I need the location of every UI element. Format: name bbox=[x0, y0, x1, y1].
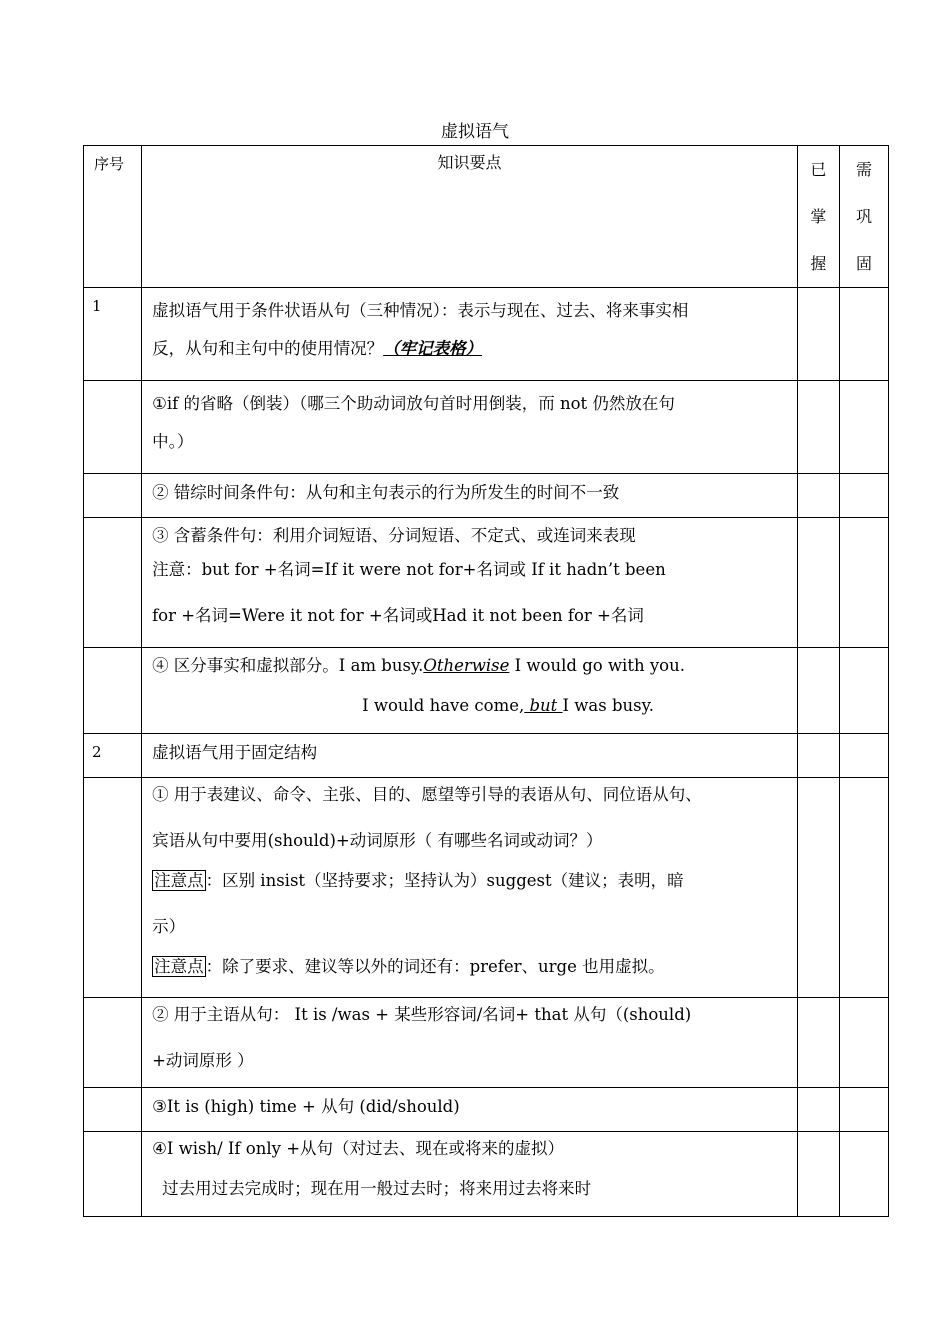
page-title: 虚拟语气 bbox=[441, 122, 509, 142]
table-row bbox=[84, 734, 889, 778]
review-cell[interactable] bbox=[839, 1132, 888, 1217]
mastered-cell[interactable] bbox=[797, 734, 839, 778]
row-content: ④ 区分事实和虚拟部分。I am busy.Otherwise I would go with you. I would have come, but I was busy. bbox=[142, 648, 798, 734]
row-number bbox=[84, 381, 142, 474]
note-label: 注意点 bbox=[154, 957, 204, 976]
row-content: ② 用于主语从句： It is /was + 某些形容词/名词+ that 从句（(should) +动词原形 ） bbox=[142, 998, 798, 1088]
row-number bbox=[84, 474, 142, 518]
table-row bbox=[84, 1088, 889, 1132]
emphasis-note: （牢记表格） bbox=[383, 339, 483, 358]
mastered-cell[interactable] bbox=[797, 648, 839, 734]
review-cell[interactable] bbox=[839, 1088, 888, 1132]
mastered-cell[interactable] bbox=[797, 288, 839, 381]
table-row bbox=[84, 381, 889, 474]
row-number bbox=[84, 998, 142, 1088]
row-content: ② 错综时间条件句：从句和主句表示的行为所发生的时间不一致 bbox=[142, 474, 798, 518]
review-cell[interactable] bbox=[839, 474, 888, 518]
mastered-cell[interactable] bbox=[797, 381, 839, 474]
mastered-cell[interactable] bbox=[797, 1088, 839, 1132]
review-cell[interactable] bbox=[839, 778, 888, 998]
table-row bbox=[84, 518, 889, 648]
row-number: 1 bbox=[84, 288, 142, 381]
review-cell[interactable] bbox=[839, 288, 888, 381]
row-number: 2 bbox=[84, 734, 142, 778]
table-header-row bbox=[84, 146, 889, 288]
row-content: ① 用于表建议、命令、主张、目的、愿望等引导的表语从句、同位语从句、 宾语从句中要用(should)+动词原形（ 有哪些名词或动词？） 注意点 ：区别 insist（坚持要求；坚持认为）suggest（建议；表明，暗 示） 注意点 ：除了要求、建议等以外的词还有：prefer、urge 也用虚拟。 bbox=[142, 778, 798, 998]
row-content: ①if 的省略（倒装）（哪三个助动词放句首时用倒装，而 not 仍然放在句 中。） bbox=[142, 381, 798, 474]
table-row bbox=[84, 998, 889, 1088]
mastered-cell[interactable] bbox=[797, 998, 839, 1088]
header-number: 序号 bbox=[84, 146, 142, 288]
header-points: 知识要点 bbox=[142, 146, 798, 288]
review-cell[interactable] bbox=[839, 734, 888, 778]
table-row bbox=[84, 648, 889, 734]
row-number bbox=[84, 518, 142, 648]
row-content: ④I wish/ If only +从句（对过去、现在或将来的虚拟） 过去用过去完成时；现在用一般过去时；将来用过去将来时 bbox=[142, 1132, 798, 1217]
note-label: 注意点 bbox=[154, 871, 204, 890]
table-row bbox=[84, 1132, 889, 1217]
review-cell[interactable] bbox=[839, 518, 888, 648]
review-cell[interactable] bbox=[839, 648, 888, 734]
header-review: 需 巩 固 bbox=[839, 146, 888, 288]
mastered-cell[interactable] bbox=[797, 778, 839, 998]
row-content: 虚拟语气用于条件状语从句（三种情况）：表示与现在、过去、将来事实相 反，从句和主句中的使用情况？（牢记表格） bbox=[142, 288, 798, 381]
row-content: ③ 含蓄条件句：利用介词短语、分词短语、不定式、或连词来表现 注意：but for +名词=If it were not for+名词或 If it hadn’t been for +名词=Were it not for +名词或Had it not been for +名词 bbox=[142, 518, 798, 648]
row-content: ③It is (high) time + 从句 (did/should) bbox=[142, 1088, 798, 1132]
row-number bbox=[84, 1088, 142, 1132]
row-number bbox=[84, 778, 142, 998]
row-number bbox=[84, 1132, 142, 1217]
mastered-cell[interactable] bbox=[797, 518, 839, 648]
review-cell[interactable] bbox=[839, 998, 888, 1088]
row-number bbox=[84, 648, 142, 734]
header-mastered: 已 掌 握 bbox=[797, 146, 839, 288]
table-row bbox=[84, 778, 889, 998]
review-cell[interactable] bbox=[839, 381, 888, 474]
knowledge-table bbox=[83, 145, 889, 1217]
mastered-cell[interactable] bbox=[797, 1132, 839, 1217]
mastered-cell[interactable] bbox=[797, 474, 839, 518]
table-row bbox=[84, 288, 889, 381]
table-row bbox=[84, 474, 889, 518]
row-content: 虚拟语气用于固定结构 bbox=[142, 734, 798, 778]
